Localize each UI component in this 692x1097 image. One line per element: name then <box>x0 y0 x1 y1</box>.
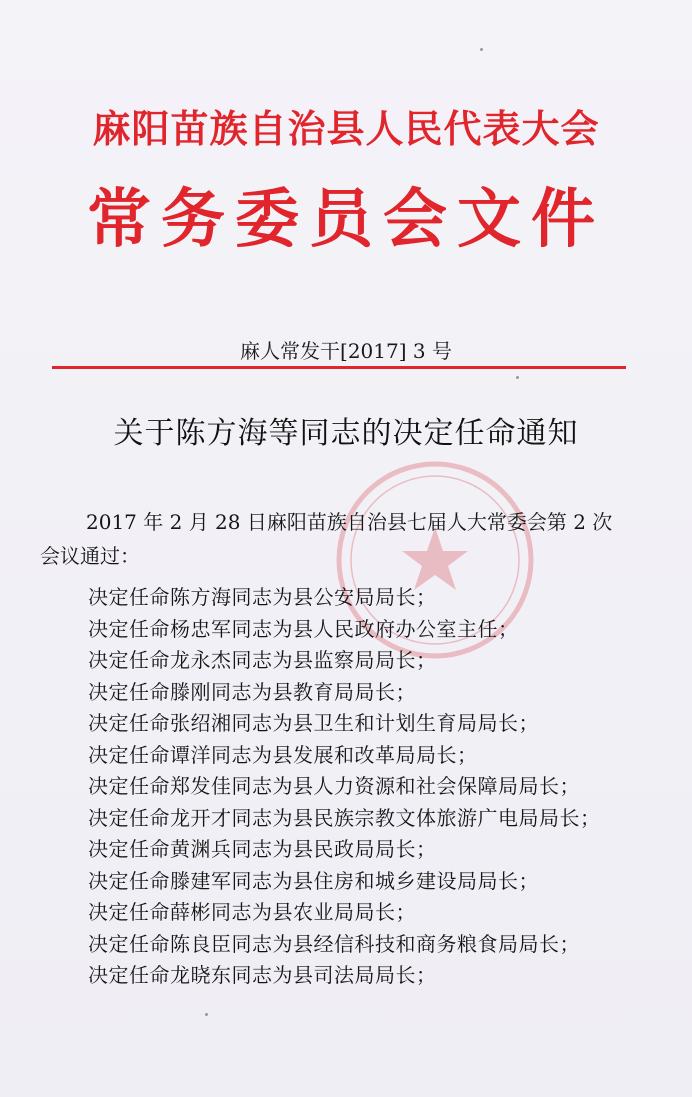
scan-speck <box>480 48 483 51</box>
appointment-item: 决定任命黄渊兵同志为县民政局局长； <box>88 837 437 861</box>
appointment-list <box>88 582 668 992</box>
appointment-item: 决定任命滕建军同志为县住房和城乡建设局局长； <box>88 868 539 893</box>
appointment-item: 决定任命陈方海同志为县公安局局长； <box>88 585 437 609</box>
organization-name: 麻阳苗族自治县人民代表大会 <box>92 106 600 151</box>
document-type-heading: 常务委员会文件 <box>87 182 605 257</box>
appointment-item: 决定任命杨忠军同志为县人民政府办公室主任； <box>88 616 519 641</box>
appointment-item: 决定任命龙永杰同志为县监察局局长； <box>88 648 437 672</box>
appointment-item: 决定任命陈良臣同志为县经信科技和商务粮食局局长； <box>88 931 580 956</box>
scan-speck <box>516 376 519 379</box>
scan-speck <box>205 1013 208 1016</box>
intro-line-1: 2017 年 2 月 28 日麻阳苗族自治县七届人大常委会第 2 次 <box>86 510 613 534</box>
appointment-item: 决定任命薛彬同志为县农业局局长； <box>88 900 416 924</box>
appointment-item: 决定任命龙晓东同志为县司法局局长； <box>88 963 437 987</box>
appointment-item: 决定任命谭洋同志为县发展和改革局局长； <box>88 742 478 767</box>
notice-title: 关于陈方海等同志的决定任命通知 <box>113 416 579 451</box>
intro-line-2: 会议通过： <box>40 544 140 568</box>
intro-paragraph <box>40 505 650 573</box>
appointment-item: 决定任命滕刚同志为县教育局局长； <box>88 679 416 704</box>
appointment-item: 决定任命龙开才同志为县民族宗教文体旅游广电局局长； <box>88 805 601 830</box>
red-divider-line <box>52 366 626 369</box>
document-number: 麻人常发干[2017] 3 号 <box>240 339 452 363</box>
appointment-item: 决定任命郑发佳同志为县人力资源和社会保障局局长； <box>88 774 580 798</box>
appointment-item: 决定任命张绍湘同志为县卫生和计划生育局局长； <box>88 711 539 735</box>
